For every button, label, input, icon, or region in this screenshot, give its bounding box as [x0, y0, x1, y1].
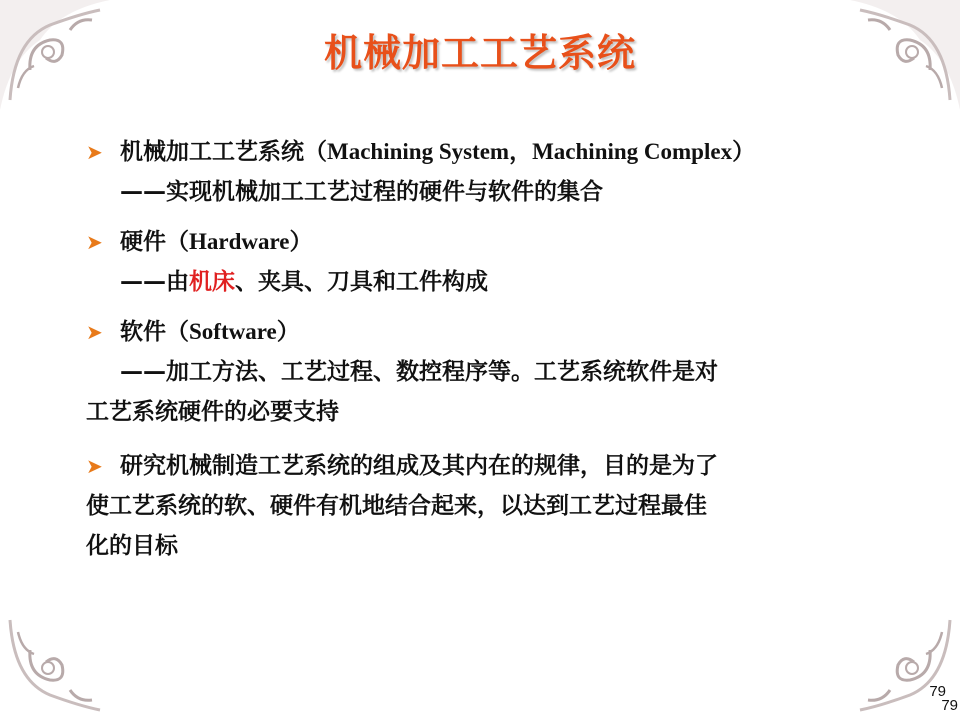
arrow-bullet-icon: ➤ [86, 140, 103, 164]
corner-ornament-icon [0, 600, 120, 720]
item-text-continued: 化的目标 [86, 533, 178, 559]
bullet-list [86, 132, 896, 566]
item-text-continued: 使工艺系统的软、硬件有机地结合起来，以达到工艺过程最佳 [86, 493, 707, 519]
bullet-item [86, 312, 896, 432]
highlight-text: 机床 [189, 269, 235, 295]
page-number-shadow: 79 [941, 697, 958, 714]
bullet-item [86, 446, 896, 566]
item-description: ——由机床、夹具、刀具和工件构成 [120, 269, 488, 295]
bullet-item [86, 132, 896, 212]
item-description: ——实现机械加工工艺过程的硬件与软件的集合 [120, 179, 603, 205]
item-heading: 机械加工工艺系统（Machining System，Machining Complex） [120, 139, 756, 165]
bullet-item [86, 222, 896, 302]
arrow-bullet-icon: ➤ [86, 454, 103, 478]
arrow-bullet-icon: ➤ [86, 320, 103, 344]
item-description: ——加工方法、工艺过程、数控程序等。工艺系统软件是对 [120, 359, 718, 385]
item-text: 研究机械制造工艺系统的组成及其内在的规律，目的是为了 [120, 453, 718, 479]
slide-title: 机械加工工艺系统 [323, 31, 636, 75]
page-number: 79 [929, 683, 946, 700]
item-heading: 硬件（Hardware） [120, 229, 313, 255]
arrow-bullet-icon: ➤ [86, 230, 103, 254]
item-heading: 软件（Software） [120, 319, 300, 345]
item-description-continued: 工艺系统硬件的必要支持 [86, 399, 339, 425]
